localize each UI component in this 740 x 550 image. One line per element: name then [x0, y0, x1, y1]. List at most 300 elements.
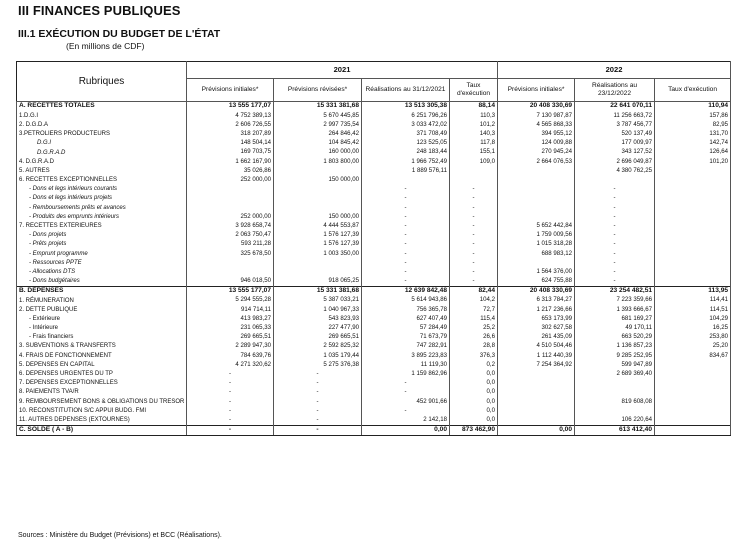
table-cell: 35 026,86	[187, 166, 274, 175]
table-cell: 3 928 658,74	[187, 221, 274, 230]
table-cell: 543 823,93	[274, 314, 362, 323]
table-cell	[655, 258, 731, 267]
table-row	[17, 277, 731, 287]
table-cell	[274, 185, 362, 194]
table-cell: 1 217 236,66	[498, 305, 575, 314]
table-cell: -	[274, 379, 362, 388]
table-cell: 3 033 472,02	[362, 120, 450, 129]
table-cell: 0,00	[498, 425, 575, 435]
table-row	[17, 176, 731, 185]
table-cell: 110,3	[450, 111, 498, 120]
table-cell: 25,2	[450, 324, 498, 333]
table-cell	[498, 166, 575, 175]
table-cell: 5 387 033,21	[274, 296, 362, 305]
table-cell: 1 136 857,23	[575, 342, 655, 351]
table-cell: 114,41	[655, 296, 731, 305]
table-cell: 1 889 576,11	[362, 166, 450, 175]
table-cell: 0,00	[362, 425, 450, 435]
table-cell: 157,86	[655, 111, 731, 120]
table-cell: -	[450, 194, 498, 203]
table-cell	[655, 231, 731, 240]
table-cell: 7 254 364,92	[498, 360, 575, 369]
row-label: 2. DETTE PUBLIQUE	[17, 305, 187, 314]
table-row	[17, 120, 731, 129]
table-cell: -	[575, 221, 655, 230]
table-cell	[575, 379, 655, 388]
table-cell: -	[575, 249, 655, 258]
table-cell: 1 035 179,44	[274, 351, 362, 360]
table-cell: 227 477,90	[274, 324, 362, 333]
table-cell: -	[187, 425, 274, 435]
table-cell: 653 173,99	[498, 314, 575, 323]
table-cell: 101,20	[655, 157, 731, 166]
table-cell: -	[450, 258, 498, 267]
table-row	[17, 324, 731, 333]
table-cell: 0,2	[450, 360, 498, 369]
table-cell: -	[274, 397, 362, 406]
table-cell	[655, 176, 731, 185]
table-row	[17, 157, 731, 166]
table-cell: 82,44	[450, 286, 498, 296]
table-cell: 169 703,75	[187, 148, 274, 157]
table-cell: 177 009,97	[575, 139, 655, 148]
year-2022-header: 2022	[498, 62, 731, 79]
table-cell: -	[362, 249, 450, 258]
table-cell: -	[575, 185, 655, 194]
row-label: A. RECETTES TOTALES	[17, 102, 187, 112]
table-cell: 49 170,11	[575, 324, 655, 333]
table-cell	[450, 166, 498, 175]
table-row	[17, 194, 731, 203]
table-row	[17, 369, 731, 378]
table-cell	[575, 176, 655, 185]
table-cell: 4 565 868,33	[498, 120, 575, 129]
table-cell: 325 678,50	[187, 249, 274, 258]
table-cell	[655, 388, 731, 397]
row-label: 1.D.G.I	[17, 111, 187, 120]
rubriques-header: Rubriques	[17, 62, 187, 102]
table-cell: -	[362, 388, 450, 397]
table-cell: 104,2	[450, 296, 498, 305]
table-cell: 0,0	[450, 415, 498, 425]
table-cell	[655, 369, 731, 378]
table-cell: 22 641 070,11	[575, 102, 655, 112]
table-cell: 115,4	[450, 314, 498, 323]
table-cell: 7 130 987,87	[498, 111, 575, 120]
table-cell: 106 220,64	[575, 415, 655, 425]
row-label: 1. RÉMUNERATION	[17, 296, 187, 305]
table-cell: 269 665,51	[274, 333, 362, 342]
table-cell	[575, 406, 655, 415]
table-cell: 252 000,00	[187, 212, 274, 221]
row-label: 8. PAIEMENTS TVA/R	[17, 388, 187, 397]
table-cell: 593 211,28	[187, 240, 274, 249]
table-row	[17, 267, 731, 276]
table-cell: 663 520,29	[575, 333, 655, 342]
table-cell: -	[362, 258, 450, 267]
table-cell	[655, 203, 731, 212]
table-cell: 11 256 663,72	[575, 111, 655, 120]
table-cell: 613 412,40	[575, 425, 655, 435]
table-cell: 5 652 442,84	[498, 221, 575, 230]
table-row	[17, 166, 731, 175]
row-label: - Dons projets	[17, 231, 187, 240]
table-cell: 23 254 482,51	[575, 286, 655, 296]
table-cell: -	[575, 267, 655, 276]
table-cell: -	[575, 203, 655, 212]
row-label: 2. D.G.D.A	[17, 120, 187, 129]
table-cell: -	[274, 369, 362, 378]
section-title: III.1 EXÉCUTION DU BUDGET DE L'ÉTAT	[18, 28, 221, 40]
table-cell: 109,0	[450, 157, 498, 166]
unit-note: (En millions de CDF)	[66, 41, 145, 51]
table-cell: 452 901,66	[362, 397, 450, 406]
row-label: - Prêts projets	[17, 240, 187, 249]
table-cell	[655, 240, 731, 249]
table-cell: -	[187, 379, 274, 388]
row-label: - Produits des emprunts intérieurs	[17, 212, 187, 221]
table-cell	[187, 267, 274, 276]
table-cell: 2 689 369,40	[575, 369, 655, 378]
table-cell: 155,1	[450, 148, 498, 157]
table-cell: 784 639,76	[187, 351, 274, 360]
table-cell: 1 015 318,28	[498, 240, 575, 249]
table-cell: -	[362, 231, 450, 240]
row-label: - Remboursements prêts et avances	[17, 203, 187, 212]
table-cell: 113,95	[655, 286, 731, 296]
table-cell: 5 614 943,86	[362, 296, 450, 305]
table-cell: 231 065,33	[187, 324, 274, 333]
table-cell: -	[450, 277, 498, 287]
table-cell: -	[362, 185, 450, 194]
table-row	[17, 296, 731, 305]
table-cell: 2 592 825,32	[274, 342, 362, 351]
table-cell: 270 945,24	[498, 148, 575, 157]
table-cell: 114,51	[655, 305, 731, 314]
table-cell: 261 435,09	[498, 333, 575, 342]
table-cell: 376,3	[450, 351, 498, 360]
table-cell: 318 207,89	[187, 130, 274, 139]
table-cell	[274, 258, 362, 267]
table-cell: 3 895 223,83	[362, 351, 450, 360]
table-cell	[498, 415, 575, 425]
table-cell: 26,6	[450, 333, 498, 342]
table-cell: 5 670 445,85	[274, 111, 362, 120]
table-cell: 131,70	[655, 130, 731, 139]
table-cell	[498, 406, 575, 415]
table-cell: 5 275 376,38	[274, 360, 362, 369]
row-label: - Dons et legs intérieurs projets	[17, 194, 187, 203]
table-cell: -	[274, 406, 362, 415]
table-cell: 12 639 842,48	[362, 286, 450, 296]
row-label: 6. RECETTES EXCEPTIONNELLES	[17, 176, 187, 185]
table-cell: 599 947,89	[575, 360, 655, 369]
budget-table	[16, 61, 731, 436]
table-cell: 343 127,52	[575, 148, 655, 157]
table-row	[17, 258, 731, 267]
table-cell: 104 845,42	[274, 139, 362, 148]
table-cell	[450, 176, 498, 185]
table-cell	[655, 267, 731, 276]
row-label: 4. D.G.R.A.D	[17, 157, 187, 166]
table-cell: -	[450, 185, 498, 194]
table-cell: 5 294 555,28	[187, 296, 274, 305]
table-cell: -	[450, 203, 498, 212]
table-cell: -	[575, 240, 655, 249]
table-cell: 15 331 381,68	[274, 286, 362, 296]
table-cell: 4 444 553,87	[274, 221, 362, 230]
table-cell: 756 365,78	[362, 305, 450, 314]
table-cell: 0,0	[450, 388, 498, 397]
table-cell: 6 251 796,26	[362, 111, 450, 120]
table-cell	[274, 194, 362, 203]
table-cell: 4 380 762,25	[575, 166, 655, 175]
table-cell: 819 608,08	[575, 397, 655, 406]
table-cell: -	[362, 221, 450, 230]
table-cell: 0,0	[450, 379, 498, 388]
table-cell: 150 000,00	[274, 212, 362, 221]
column-header: Prévisions révisées*	[274, 79, 362, 102]
table-cell: 101,2	[450, 120, 498, 129]
table-cell: -	[575, 258, 655, 267]
table-cell: -	[187, 397, 274, 406]
table-cell: 1 803 800,00	[274, 157, 362, 166]
table-cell	[655, 249, 731, 258]
column-header: Réalisations au 23/12/2022	[575, 79, 655, 102]
table-cell	[498, 212, 575, 221]
table-body	[17, 102, 731, 436]
row-label: 7. RECETTES EXTERIEURES	[17, 221, 187, 230]
table-cell	[274, 267, 362, 276]
row-label: - Allocations DTS	[17, 267, 187, 276]
table-cell: 20 408 330,69	[498, 286, 575, 296]
table-cell: -	[362, 379, 450, 388]
column-header: Réalisations au 31/12/2021	[362, 79, 450, 102]
row-label: - Emprunt programme	[17, 249, 187, 258]
table-cell: 4 271 320,62	[187, 360, 274, 369]
table-row	[17, 148, 731, 157]
table-cell: -	[450, 267, 498, 276]
table-row	[17, 360, 731, 369]
table-row	[17, 333, 731, 342]
table-cell: 9 285 252,95	[575, 351, 655, 360]
table-cell	[655, 379, 731, 388]
table-cell: 71 673,79	[362, 333, 450, 342]
table-row	[17, 249, 731, 258]
table-cell: 57 284,49	[362, 324, 450, 333]
table-row	[17, 305, 731, 314]
table-row	[17, 185, 731, 194]
table-cell: 1 112 440,39	[498, 351, 575, 360]
table-cell: 13 555 177,07	[187, 286, 274, 296]
table-cell: 160 000,00	[274, 148, 362, 157]
table-cell: 873 462,90	[450, 425, 498, 435]
table-cell: -	[362, 240, 450, 249]
table-cell	[655, 212, 731, 221]
table-cell: -	[575, 231, 655, 240]
table-cell: 2 696 049,87	[575, 157, 655, 166]
row-label: 7. DEPENSES EXCEPTIONNELLES	[17, 379, 187, 388]
table-cell: 150 000,00	[274, 176, 362, 185]
row-label: - Ressources PPTE	[17, 258, 187, 267]
table-cell	[655, 194, 731, 203]
table-cell: 1 003 350,00	[274, 249, 362, 258]
row-label: 3.PETROLIERS PRODUCTEURS	[17, 130, 187, 139]
table-row	[17, 139, 731, 148]
table-cell: -	[187, 369, 274, 378]
table-cell: 0,0	[450, 406, 498, 415]
table-cell: 0,0	[450, 369, 498, 378]
table-row	[17, 130, 731, 139]
table-cell: 688 983,12	[498, 249, 575, 258]
table-cell: 1 393 666,67	[575, 305, 655, 314]
table-cell: 142,74	[655, 139, 731, 148]
table-cell: 7 223 359,66	[575, 296, 655, 305]
row-label: D.G.R.A.D	[17, 148, 187, 157]
table-cell	[498, 388, 575, 397]
table-cell: 126,64	[655, 148, 731, 157]
table-cell	[498, 203, 575, 212]
table-cell: 252 000,00	[187, 176, 274, 185]
table-row	[17, 314, 731, 323]
table-cell: 2 063 750,47	[187, 231, 274, 240]
table-cell: 264 846,42	[274, 130, 362, 139]
table-cell	[655, 277, 731, 287]
table-cell: 394 955,12	[498, 130, 575, 139]
table-row	[17, 231, 731, 240]
table-cell: 1 564 376,00	[498, 267, 575, 276]
table-cell: 123 525,05	[362, 139, 450, 148]
column-header: Prévisions initiales*	[498, 79, 575, 102]
table-cell: 834,67	[655, 351, 731, 360]
source-note: Sources : Ministère du Budget (Prévisions) et BCC (Réalisations).	[18, 532, 222, 539]
row-label: 3. SUBVENTIONS & TRANSFERTS	[17, 342, 187, 351]
table-cell: -	[187, 415, 274, 425]
table-cell	[655, 406, 731, 415]
table-cell: 946 018,50	[187, 277, 274, 287]
row-label: D.G.I	[17, 139, 187, 148]
table-cell	[187, 258, 274, 267]
table-row	[17, 397, 731, 406]
table-cell: 1 662 167,90	[187, 157, 274, 166]
table-cell: 72,7	[450, 305, 498, 314]
table-cell: 140,3	[450, 130, 498, 139]
row-label: 9. REMBOURSEMENT BONS & OBLIGATIONS DU TRESOR	[17, 397, 187, 406]
table-cell: 1 759 009,56	[498, 231, 575, 240]
table-cell	[655, 360, 731, 369]
row-label: C. SOLDE ( A - B)	[17, 425, 187, 435]
table-cell: 2 606 726,55	[187, 120, 274, 129]
column-header: Taux d'exécution	[450, 79, 498, 102]
table-cell: -	[274, 425, 362, 435]
table-cell: 2 664 076,53	[498, 157, 575, 166]
table-cell	[498, 379, 575, 388]
table-cell: 624 755,88	[498, 277, 575, 287]
table-row	[17, 286, 731, 296]
table-cell: 16,25	[655, 324, 731, 333]
row-label: - Dons et legs intérieurs courants	[17, 185, 187, 194]
table-cell: -	[274, 415, 362, 425]
table-row	[17, 212, 731, 221]
table-cell: 371 708,49	[362, 130, 450, 139]
table-cell: -	[450, 221, 498, 230]
year-2021-header: 2021	[187, 62, 498, 79]
table-cell: -	[450, 212, 498, 221]
table-cell: 2 997 735,54	[274, 120, 362, 129]
table-cell: 148 504,14	[187, 139, 274, 148]
row-label: - Dons budgétaires	[17, 277, 187, 287]
table-cell: 302 627,58	[498, 324, 575, 333]
table-cell: 1 576 127,39	[274, 240, 362, 249]
row-label: - Extérieure	[17, 314, 187, 323]
table-cell: -	[362, 203, 450, 212]
table-cell: -	[187, 406, 274, 415]
table-cell	[187, 203, 274, 212]
page-title: III FINANCES PUBLIQUES	[18, 3, 181, 18]
table-cell: 117,8	[450, 139, 498, 148]
table-cell	[498, 176, 575, 185]
table-row	[17, 406, 731, 415]
table-cell: 28,8	[450, 342, 498, 351]
table-cell: 3 787 456,77	[575, 120, 655, 129]
table-cell: 253,80	[655, 333, 731, 342]
row-label: - Frais financiers	[17, 333, 187, 342]
table-cell	[187, 185, 274, 194]
table-row	[17, 203, 731, 212]
table-cell: 6 313 784,27	[498, 296, 575, 305]
table-cell: 1 159 862,96	[362, 369, 450, 378]
table-cell: 124 009,88	[498, 139, 575, 148]
table-cell	[498, 185, 575, 194]
table-cell: 1 576 127,39	[274, 231, 362, 240]
row-label: B. DÉPENSES	[17, 286, 187, 296]
table-cell: 11 119,30	[362, 360, 450, 369]
table-cell: -	[362, 277, 450, 287]
table-cell: 13 513 305,38	[362, 102, 450, 112]
table-cell	[655, 166, 731, 175]
table-row	[17, 240, 731, 249]
row-label: 5. DEPENSES EN CAPITAL	[17, 360, 187, 369]
table-cell	[655, 415, 731, 425]
table-cell	[575, 388, 655, 397]
row-label: 10. RECONSTITUTION S/C APPUI BUDG. FMI	[17, 406, 187, 415]
row-label: 5. AUTRES	[17, 166, 187, 175]
table-row	[17, 111, 731, 120]
table-row	[17, 388, 731, 397]
table-cell: -	[362, 194, 450, 203]
table-cell: 747 282,91	[362, 342, 450, 351]
table-row	[17, 342, 731, 351]
table-cell	[498, 258, 575, 267]
table-cell	[362, 176, 450, 185]
table-cell: 2 289 947,30	[187, 342, 274, 351]
table-cell: 13 555 177,07	[187, 102, 274, 112]
table-cell	[498, 194, 575, 203]
table-cell: 82,95	[655, 120, 731, 129]
table-cell	[187, 194, 274, 203]
table-row	[17, 351, 731, 360]
table-row	[17, 415, 731, 425]
table-cell: 914 714,11	[187, 305, 274, 314]
row-label: 11. AUTRES DEPENSES (EXTOURNES)	[17, 415, 187, 425]
column-header: Taux d'exécution	[655, 79, 731, 102]
table-cell: 88,14	[450, 102, 498, 112]
table-cell: -	[575, 194, 655, 203]
table-row	[17, 221, 731, 230]
table-cell: -	[450, 240, 498, 249]
table-cell	[274, 166, 362, 175]
table-cell: -	[450, 231, 498, 240]
